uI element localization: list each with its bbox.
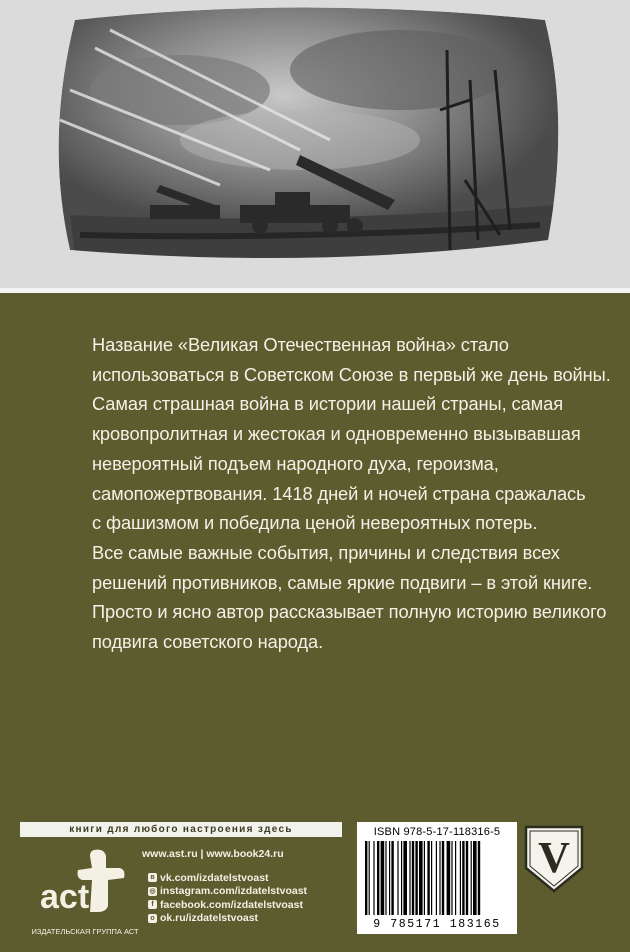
blurb-line: решений противников, самые яркие подвиги – в этой книге.: [92, 571, 593, 593]
social-link-text: ok.ru/izdatelstvoast: [160, 912, 259, 925]
blurb-line: Самая страшная война в истории нашей страны, самая: [92, 393, 563, 415]
barcode-bar: [412, 841, 414, 915]
barcode-bar: [447, 841, 451, 915]
vk-icon: в: [148, 873, 157, 882]
barcode-bar: [385, 841, 386, 915]
barcode-bar: [373, 841, 374, 915]
blurb-line: подвига советского народа.: [92, 631, 324, 653]
barcode-bar: [419, 841, 423, 915]
blurb-line: самопожертвования. 1418 дней и ночей страна сражалась: [92, 482, 586, 504]
barcode-bar: [377, 841, 379, 915]
publisher-logo: [36, 846, 128, 920]
barcode-bar: [401, 841, 402, 915]
imprint-v-badge: [523, 824, 585, 894]
barcode-bar: [391, 841, 393, 915]
publisher-slogan: книги для любого настроения здесь: [20, 822, 342, 837]
social-link-text: instagram.com/izdatelstvoast: [160, 885, 308, 898]
katyusha-rocket-launcher-illustration: [0, 0, 630, 288]
barcode-bar: [442, 841, 444, 915]
publisher-websites[interactable]: www.ast.ru | www.book24.ru: [142, 848, 284, 860]
barcode-bar: [471, 841, 472, 915]
social-link-ok[interactable]: [148, 912, 307, 926]
blurb-line: Все самые важные события, причины и следствия всех: [92, 541, 560, 563]
barcode-digits: 9 785171 183165: [373, 918, 501, 931]
social-link-text: vk.com/izdatelstvoast: [160, 871, 269, 884]
social-link-vk[interactable]: [148, 871, 307, 885]
barcode-bar: [473, 841, 477, 915]
barcode-bar: [415, 841, 417, 915]
blurb-line: Просто и ясно автор рассказывает полную историю великого: [92, 601, 607, 623]
barcode-bar: [460, 841, 461, 915]
barcode-bar: [381, 841, 385, 915]
barcode-bar: [409, 841, 410, 915]
barcode-bar: [431, 841, 432, 915]
publisher-name: ИЗДАТЕЛЬСКАЯ ГРУППА АСТ: [31, 927, 139, 936]
social-link-facebook[interactable]: [148, 898, 307, 912]
social-links: [148, 871, 307, 925]
barcode-bar: [397, 841, 398, 915]
blurb-line: Название «Великая Отечественная война» стало: [92, 334, 509, 355]
barcode-bar: [436, 841, 437, 915]
barcode-bar: [389, 841, 390, 915]
barcode-bar: [466, 841, 468, 915]
barcode-bar: [365, 841, 367, 915]
facebook-icon: f: [148, 900, 157, 909]
barcode-bar: [439, 841, 440, 915]
barcode-block: [357, 822, 517, 934]
social-link-text: facebook.com/izdatelstvoast: [160, 898, 303, 911]
imprint-letter: V: [538, 833, 570, 882]
social-link-instagram[interactable]: [148, 885, 307, 899]
logo-text: act: [40, 878, 90, 916]
barcode-bar: [478, 841, 480, 915]
blurb-line: использоваться в Советском Союзе в первый же день войны.: [92, 363, 611, 385]
barcode-bar: [369, 841, 370, 915]
isbn-number: ISBN 978-5-17-118316-5: [373, 826, 501, 838]
barcode-bar: [451, 841, 452, 915]
blurb-line: невероятный подъем народного духа, героизма,: [92, 452, 499, 474]
instagram-icon: ◎: [149, 887, 156, 895]
barcode-bar: [427, 841, 429, 915]
ok-icon: о: [148, 914, 157, 923]
barcode-bar: [462, 841, 464, 915]
barcode-bars: [363, 841, 511, 917]
blurb-line: с фашизмом и победила ценой невероятных потерь.: [92, 512, 538, 534]
blurb-line: кровопролитная и жестокая и одновременно вызывавшая: [92, 423, 581, 445]
barcode-bar: [403, 841, 407, 915]
barcode-bar: [424, 841, 425, 915]
blurb-text: [92, 330, 611, 657]
barcode-bar: [455, 841, 456, 915]
